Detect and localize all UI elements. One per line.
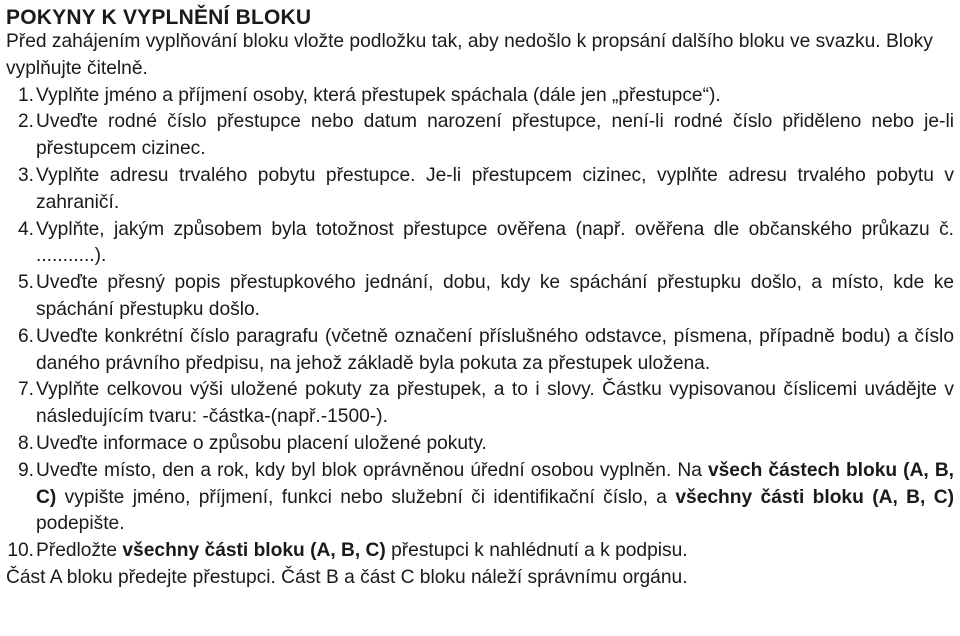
- item-text-part: vypište jméno, příjmení, funkci nebo služební či identifikační číslo, a: [56, 486, 676, 508]
- list-item: [6, 431, 960, 458]
- item-number: 8.: [17, 432, 34, 454]
- list-item: [6, 163, 960, 217]
- list-item: [6, 377, 960, 431]
- list-item: [6, 83, 960, 110]
- item-number: 10.: [7, 540, 34, 562]
- item-number: 7.: [17, 379, 34, 401]
- list-item: [6, 538, 960, 565]
- list-item: [6, 458, 960, 538]
- item-text: Vyplňte, jakým způsobem byla totožnost přestupce ověřena (např. ověřena dle občanského průkazu č. ...........).: [36, 218, 954, 267]
- intro-paragraph: Před zahájením vyplňování bloku vložte podložku tak, aby nedošlo k propsání dalšího bloku ve svazku. Bloky vyplňujte čitelně.: [6, 31, 933, 79]
- item-number: 2.: [17, 111, 34, 133]
- item-number: 5.: [17, 272, 34, 294]
- item-text: Uveďte rodné číslo přestupce nebo datum narození přestupce, není-li rodné číslo přiděleno nebo je-li přestupcem cizinec.: [36, 111, 954, 160]
- item-text-part: přestupci k nahlédnutí a k podpisu.: [385, 540, 688, 562]
- instruction-list: [6, 83, 960, 565]
- page-title: POKYNY K VYPLNĚNÍ BLOKU: [6, 6, 312, 29]
- item-text: Vyplňte adresu trvalého pobytu přestupce. Je-li přestupcem cizinec, vyplňte adresu trvalého pobytu v zahraničí.: [36, 164, 954, 213]
- item-text: Vyplňte celkovou výši uložené pokuty za přestupek, a to i slovy. Částku vypisovanou číslicemi uvádějte v následujícím tvaru: -částka-(např.-1500-).: [36, 379, 954, 428]
- item-text-bold: všech částech bloku (A, B, C): [36, 459, 955, 508]
- item-number: 4.: [17, 218, 34, 240]
- item-text: Vyplňte jméno a příjmení osoby, která přestupek spáchala (dále jen „přestupce“).: [36, 84, 721, 106]
- item-number: 6.: [17, 325, 34, 347]
- item-text-bold: všechny části bloku (A, B, C): [675, 486, 954, 508]
- item-text: Uveďte přesný popis přestupkového jednání, dobu, kdy ke spáchání přestupku došlo, a místo, kde ke spáchání přestupku došlo.: [36, 272, 954, 320]
- item-text: Uveďte informace o způsobu placení uložené pokuty.: [36, 432, 487, 454]
- item-number: 1.: [17, 84, 34, 106]
- item-text-part: Předložte: [36, 540, 123, 562]
- item-text-bold: všechny části bloku (A, B, C): [122, 540, 386, 562]
- item-number: 3.: [17, 164, 34, 186]
- list-item: [6, 324, 960, 378]
- list-item: [6, 109, 960, 163]
- list-item: [6, 217, 960, 271]
- item-text-part: Uveďte místo, den a rok, kdy byl blok oprávněnou úřední osobou vyplněn. Na: [36, 459, 708, 481]
- list-item: [6, 270, 960, 324]
- item-text: Uveďte konkrétní číslo paragrafu (včetně označení příslušného odstavce, písmena, případně bodu) a číslo daného právního předpisu, na jehož základě byla pokuta za přestupek uložena.: [36, 325, 954, 374]
- item-number: 9.: [17, 459, 34, 481]
- item-text-part: podepište.: [36, 513, 125, 535]
- footer-note: Část A bloku předejte přestupci. Část B a část C bloku náleží správnímu orgánu.: [6, 566, 688, 588]
